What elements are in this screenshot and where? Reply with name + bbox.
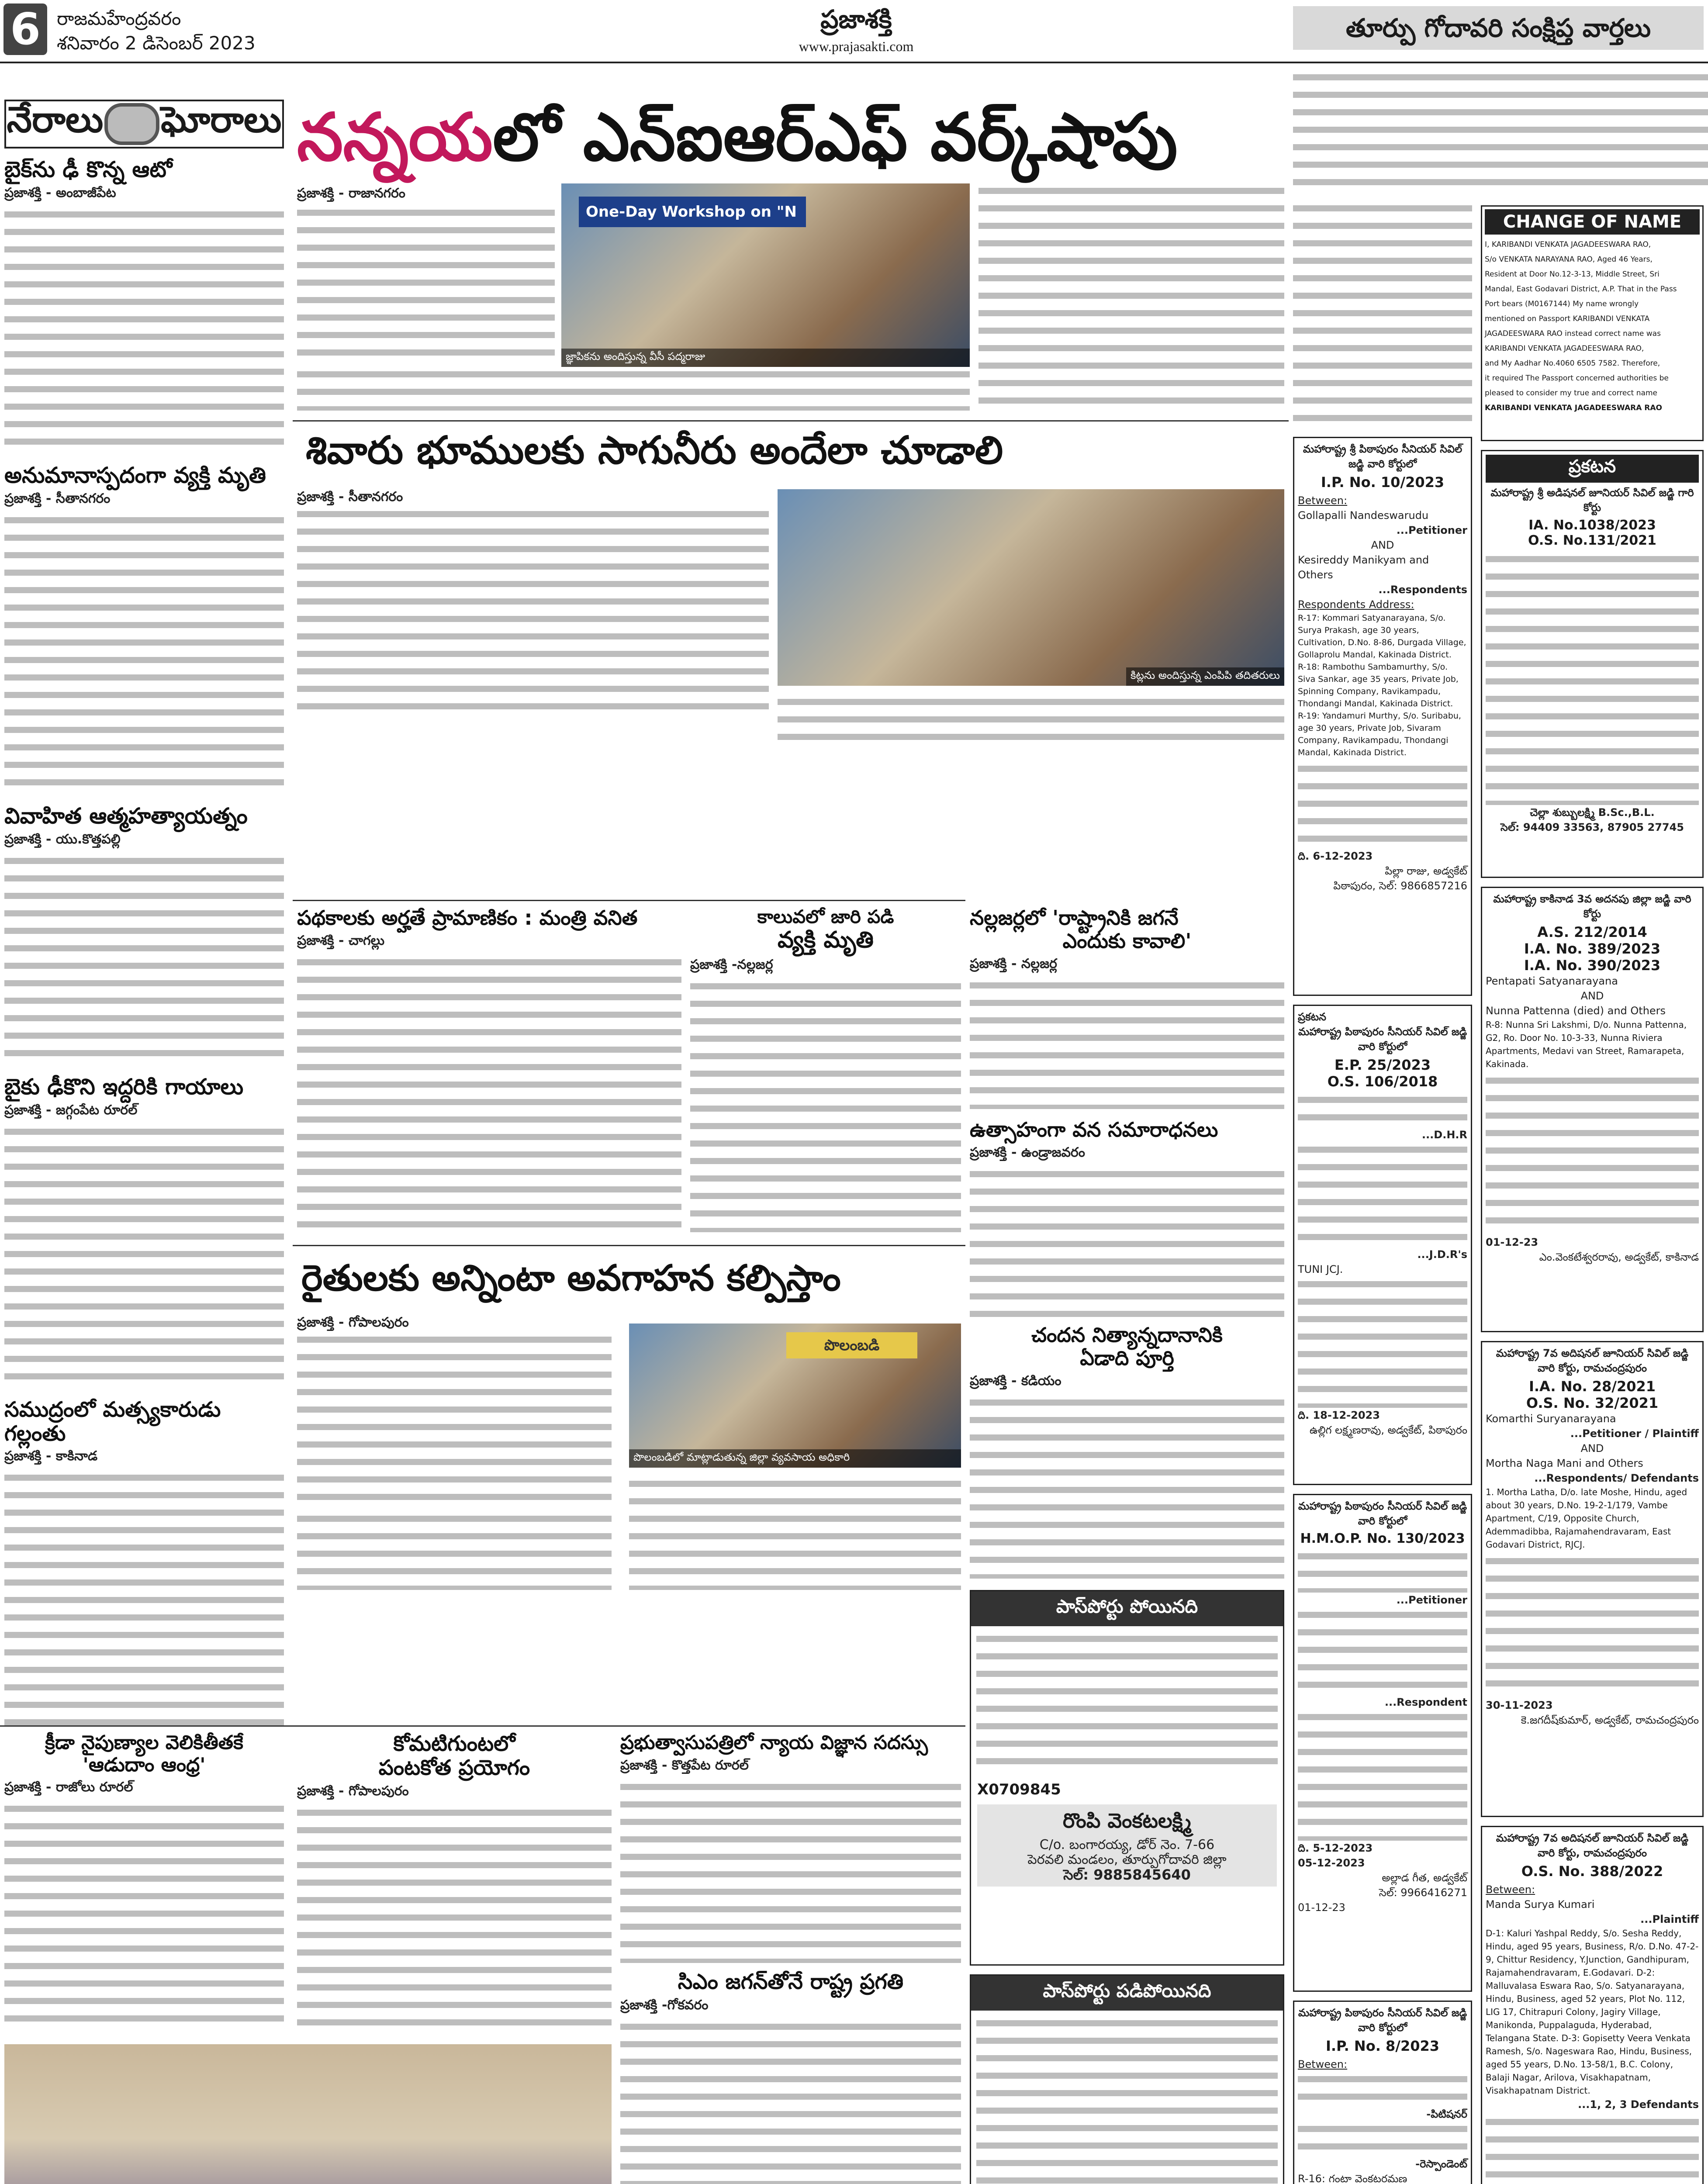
court-6-detail: 1. Mortha Latha, D/o. late Moshe, Hindu, aged about 30 years, D.No. 19-2-1/179, Vambe Apartment, C/19, Opposite Church, Ademmadibba, Rajamahendravaram, East Godavari District, RJCJ. [1486, 1487, 1687, 1550]
change-of-name-line: Port bears (M0167144) My name wrongly [1485, 300, 1639, 308]
passport-ad-1 [970, 1590, 1284, 1966]
passport-ad-2-title: పాస్‌పోర్టు పడిపోయినది [971, 1976, 1283, 2011]
komati-head-1: కోమటిగుంటలో [393, 1731, 515, 1756]
court-2-date: ది. 18-12-2023 [1298, 1409, 1380, 1421]
nallajarla-body [970, 978, 1284, 1109]
court-5-body [1486, 1073, 1699, 1235]
passport-ad-1-addr2: పెరవలి మండలం, తూర్పుగోదావరి జిల్లా [1027, 1852, 1227, 1867]
raithulaku-headline: రైతులకు అన్నింటా అవగాహన కల్పిస్తాం [301, 1258, 841, 1299]
passport-ad-1-title: పాస్‌పోర్టు పోయినది [971, 1591, 1283, 1626]
chandana-dateline: ప్రజాశక్తి - కడియం [970, 1373, 1061, 1389]
court-1-r19: R-19: Yandamuri Murthy, S/o. Suribabu, age 30 years, Private Job, Sivaram Company, Ravikampadu, Thondangi Mandal, Kakinada District. [1298, 711, 1461, 757]
court-5-ia2: I.A. No. 390/2023 [1524, 957, 1661, 974]
court-7-body [1486, 2115, 1699, 2184]
raithulaku-body-1 [297, 1332, 612, 1507]
nallajarla-head-2: ఎందుకు కావాలి' [1062, 929, 1192, 953]
court-6-advocate: కె.జగదీష్‌కుమార్, అడ్వకేట్, రామచంద్రపురం [1521, 1714, 1699, 1726]
court-1-petitioner-role: ...Petitioner [1396, 524, 1467, 536]
raithulaku-caption: పొలంబడిలో మాట్లాడుతున్న జిల్లా వ్యవసాయ అధికారి [629, 1449, 961, 1468]
cm-dateline: ప్రజాశక్తి -గోకవరం [620, 1997, 709, 2013]
court-3-cell: సెల్: 9966416271 [1379, 1887, 1467, 1899]
court-4-r16: R-16: గంటా వెంకటరమణ [1298, 2173, 1407, 2184]
court-3-dated: 01-12-23 [1298, 1901, 1345, 1914]
main-headline [297, 100, 1293, 176]
court-notice-4 [1293, 2001, 1472, 2184]
vana-body [970, 1167, 1284, 1324]
court-3-body-2 [1298, 1607, 1467, 1695]
court-5-r8: R-8: Nunna Sri Lakshmi, D/o. Nunna Pattenna, G2, Ro. Door No. 10-3-33, Nunna Riviera Apartments, Medavi van Street, Ramarapeta, Kakinada. [1486, 1019, 1687, 1069]
shivaru-body-2 [778, 695, 1284, 743]
left-news-3 [4, 804, 284, 1070]
court-1-respondent: Kesireddy Manikyam and Others [1298, 554, 1429, 581]
workshop-banner: One-Day Workshop on "N [579, 197, 806, 227]
nallajarla-story [970, 906, 1284, 1116]
court-4-court: మహారాష్ట్ర పిఠాపురం సీనియర్ సివిల్ జడ్జి వారి కోర్టులో [1298, 2007, 1467, 2034]
kreeda-story [4, 1732, 284, 2038]
raithulaku-body-3 [297, 1511, 612, 1590]
handcuffs-icon [104, 103, 159, 145]
change-of-name-ad [1481, 205, 1704, 441]
change-of-name-line: Resident at Door No.12-3-13, Middle Street, Sri [1485, 270, 1660, 279]
court-1-date: ది. 6-12-2023 [1298, 850, 1373, 862]
raithulaku-body-2 [629, 1476, 961, 1590]
divider [293, 900, 965, 901]
court-2-jdr: ...J.D.R's [1417, 1248, 1467, 1261]
raithulaku-banner: పొలంబడి [786, 1332, 917, 1358]
shivaru-body-1 [297, 507, 769, 721]
komati-head-2: పంటకోత ప్రయోగం [378, 1755, 530, 1780]
left-news-4-dateline: ప్రజాశక్తి - జగ్గంపేట రూరల్ [4, 1102, 138, 1118]
court-7-between: Between: [1486, 1883, 1535, 1896]
masthead-city: రాజమహేంద్రవరం [57, 8, 181, 29]
court-1-r18: R-18: Rambothu Sambamurthy, S/o. Siva Sankar, age 35 years, Private Job, Spinning Company, Ravikampadu, Thondangi Mandal, Kakinada District. [1298, 662, 1459, 708]
court-3-date2: 05-12-2023 [1298, 1857, 1365, 1869]
prakatana-os: O.S. No.131/2021 [1528, 533, 1656, 548]
prakatana-body [1486, 552, 1699, 805]
left-news-5-body [4, 1470, 284, 1737]
court-7-plaintiff-role: ...Plaintiff [1640, 1913, 1699, 1925]
left-news-4 [4, 1075, 284, 1393]
prakatana-court: మహారాష్ట్ర శ్రీ అడిషనల్ జూనియర్ సివిల్ జడ్జి గారి కోర్టు [1490, 487, 1694, 514]
change-of-name-line: KARIBANDI VENKATA JAGADEESWARA RAO [1485, 404, 1662, 412]
court-3-petitioner-role: ...Petitioner [1396, 1594, 1467, 1606]
court-5-and: AND [1580, 990, 1604, 1002]
court-6-os: O.S. No. 32/2021 [1526, 1395, 1659, 1411]
court-5-ia1: I.A. No. 389/2023 [1524, 940, 1661, 957]
change-of-name-line: Mandal, East Godavari District, A.P. That in the Pass [1485, 285, 1677, 294]
cm-story [620, 1970, 961, 2184]
column-logo-left: నేరాలు [7, 99, 104, 141]
divider [293, 1245, 965, 1246]
court-2-ep: E.P. 25/2023 [1334, 1057, 1431, 1073]
court-3-advocate: అల్లాడ గీత, అడ్వకేట్ [1382, 1872, 1467, 1884]
main-photo [561, 183, 970, 367]
court-1-court: మహారాష్ట్ర శ్రీ పిఠాపురం సీనియర్ సివిల్ జడ్జి వారి కోర్టులో [1303, 443, 1463, 470]
chandana-head-1: చందన నిత్యాన్నదానానికి [1031, 1323, 1223, 1347]
court-5-court: మహారాష్ట్ర కాకినాడ 3వ అదనపు జిల్లా జడ్జి వారి కోర్టు [1493, 893, 1691, 920]
kaluva-dateline: ప్రజాశక్తి -నల్లజర్ల [690, 957, 773, 973]
main-dateline: ప్రజాశక్తి - రాజానగరం [297, 186, 406, 201]
prakatana-ia: IA. No.1038/2023 [1528, 518, 1656, 533]
court-1-petitioner: Gollapalli Nandeswarudu [1298, 509, 1429, 522]
left-news-1-dateline: ప్రజాశక్తి - అంబాజీపేట [4, 185, 116, 200]
court-5-appellant: Pentapati Satyanarayana [1486, 975, 1618, 987]
court-notice-6 [1481, 1341, 1704, 1817]
court-2-town: TUNI JCJ. [1298, 1263, 1343, 1275]
left-news-4-body [4, 1124, 284, 1386]
kaluva-head-2: వ్యక్తి మృతి [778, 927, 874, 954]
court-1-and: AND [1371, 539, 1394, 551]
left-news-1-body [4, 207, 284, 452]
passport-ad-1-body [976, 1631, 1278, 1776]
left-news-2 [4, 463, 284, 799]
court-7-plaintiff: Manda Surya Kumari [1486, 1898, 1595, 1911]
court-1-between: Between: [1298, 494, 1348, 507]
masthead [0, 0, 1708, 63]
court-6-date: 30-11-2023 [1486, 1699, 1553, 1711]
court-1-ip: I.P. No. 10/2023 [1321, 474, 1445, 491]
left-news-1 [4, 157, 284, 459]
raithulaku-dateline: ప్రజాశక్తి - గోపాలపురం [297, 1315, 409, 1330]
court-notice-1 [1293, 437, 1472, 996]
kreeda-head-1: క్రీడా నైపుణ్యాల వెలికితీతకే [45, 1731, 243, 1754]
main-body-col2 [297, 367, 970, 411]
website-link[interactable]: www.prajasakti.com [799, 38, 914, 54]
court-5-date: 01-12-23 [1486, 1236, 1539, 1248]
court-4-between: Between: [1298, 2058, 1348, 2070]
divider [293, 420, 1289, 422]
kreeda-dateline: ప్రజాశక్తి - రాజోలు రూరల్ [4, 1780, 133, 1795]
nallajarla-head-1: నల్లజర్లలో 'రాష్ట్రానికి జగనే [970, 906, 1179, 930]
court-6-respondent: Mortha Naga Mani and Others [1486, 1457, 1643, 1469]
court-5-respondent: Nunna Pattenna (died) and Others [1486, 1005, 1666, 1017]
court-4-body-2 [1298, 2122, 1467, 2156]
court-4-petitioner-role: -పిటిషనర్ [1426, 2108, 1467, 2120]
court-2-os: O.S. 106/2018 [1327, 1073, 1438, 1090]
main-headline-accent: నన్నయ [297, 100, 493, 176]
passport-ad-1-namebox [977, 1804, 1277, 1887]
chandana-head-2: ఏడాది పూర్తి [1080, 1346, 1174, 1370]
main-body-col3 [978, 183, 1284, 411]
change-of-name-line: JAGADEESWARA RAO instead correct name was [1485, 329, 1661, 338]
passport-ad-2 [970, 1974, 1284, 2184]
cm-body [620, 2019, 961, 2184]
court-1-respondent-role: ...Respondents [1378, 584, 1467, 596]
shivaru-caption: కిట్లను అందిస్తున్న ఎంపిపి తదితరులు [1126, 667, 1284, 686]
court-2-court: మహారాష్ట్ర పిఠాపురం సీనియర్ సివిల్ జడ్జి వారి కోర్టులో [1298, 1026, 1467, 1053]
change-of-name-line: it required The Passport concerned authorities be [1485, 374, 1669, 383]
prakatana-title: ప్రకటన [1486, 455, 1699, 483]
court-1-place: పిఠాపురం, సెల్: 9866857216 [1333, 880, 1467, 892]
masthead-date: శనివారం 2 డిసెంబర్ 2023 [57, 32, 256, 54]
komati-dateline: ప్రజాశక్తి - గోపాలపురం [297, 1783, 409, 1799]
court-6-ia: I.A. No. 28/2021 [1528, 1378, 1656, 1395]
chandana-body [970, 1395, 1284, 1579]
kaluva-body [690, 979, 961, 1232]
chandana-story [970, 1324, 1284, 1581]
main-photo-caption: జ్ఞాపికను అందిస్తున్న వీసీ పద్మరాజు [561, 349, 970, 367]
court-7-defs: ...1, 2, 3 Defendants [1578, 2098, 1699, 2111]
column-logo [4, 100, 284, 149]
court-1-respondents-address: Respondents Address: [1298, 598, 1414, 611]
prakatana-cell: సెల్: 94409 33563, 87905 27745 [1501, 821, 1684, 833]
court-6-petitioner: Komarthi Suryanarayana [1486, 1413, 1616, 1425]
komati-body [297, 1805, 612, 2032]
page-number-badge: 6 [3, 3, 47, 55]
kreeda-head-2: 'ఆడుదాం ఆంధ్ర' [83, 1753, 206, 1776]
kaluva-head-1: కాలువలో జారి పడి [757, 906, 894, 927]
left-news-4-head: బైకు ఢీకొని ఇద్దరికి గాయాలు [4, 1074, 244, 1099]
court-2-body-3 [1298, 1277, 1467, 1408]
left-news-2-head: అనుమానాస్పదంగా వ్యక్తి మృతి [4, 463, 266, 488]
passport-ad-1-addr: C/o. బంగారయ్య, డోర్ నెం. 7-66 [1039, 1837, 1215, 1852]
main-body-col1 [297, 205, 555, 358]
shivaru-headline: శివారు భూములకు సాగునీరు అందేలా చూడాలి [306, 428, 1003, 473]
court-notice-7 [1481, 1826, 1704, 2184]
vana-story [970, 1118, 1284, 1319]
left-news-1-head: బైక్‌ను ఢీ కొన్న ఆటో [4, 157, 173, 182]
court-7-court: మహారాష్ట్ర 7వ అదిషనల్ జూనియర్ సివిల్ జడ్జి వారి కోర్టు, రామచంద్రపురం [1496, 1832, 1689, 1859]
court-3-body-1 [1298, 1549, 1467, 1593]
right-news-body [1293, 70, 1708, 192]
court-2-advocate: ఉల్లిగ లక్ష్మణరావు, అడ్వకేట్, పిఠాపురం [1309, 1424, 1467, 1436]
court-6-and: AND [1580, 1442, 1604, 1455]
left-news-5-head: సముద్రంలో మత్స్యకారుడు గల్లంతు [4, 1397, 221, 1446]
left-news-2-dateline: ప్రజాశక్తి - సీతానగరం [4, 491, 111, 506]
court-2-title: ప్రకటన [1298, 1011, 1326, 1023]
court-6-respondent-role: ...Respondents/ Defendants [1534, 1472, 1699, 1484]
kaluva-story [690, 906, 961, 1243]
raithulaku-photo [629, 1324, 961, 1468]
change-of-name-line: and My Aadhar No.4060 6505 7582. Therefore, [1485, 359, 1660, 368]
prakatana-ad [1481, 450, 1704, 878]
court-5-advocate: ఎం.వెంకటేశ్వరరావు, అడ్వకేట్, కాకినాడ [1539, 1251, 1699, 1263]
change-of-name-line: KARIBANDI VENKATA JAGADEESWARA RAO, [1485, 344, 1644, 353]
pathakalu-head: పథకాలకు అర్హతే ప్రామాణికం : మంత్రి వనిత [297, 906, 638, 930]
shivaru-dateline: ప్రజాశక్తి - సీతానగరం [297, 489, 403, 505]
passport-ad-2-body [976, 2016, 1278, 2184]
students-photo [4, 2044, 612, 2184]
prabhutva-story [620, 1732, 961, 1963]
court-1-r17: R-17: Kommari Satyanarayana, S/o. Surya Prakash, age 30 years, Cultivation, D.No. 8-86, Durgada Village, Gollaprolu Mandal, Kakinada District. [1298, 613, 1466, 660]
pathakalu-dateline: ప్రజాశక్తి - చాగల్లు [297, 933, 385, 948]
court-notice-3 [1293, 1494, 1472, 1992]
prabhutva-head: ప్రభుత్వాసుపత్రిలో న్యాయ విజ్ఞాన సదస్సు [620, 1731, 928, 1754]
court-3-hmop: H.M.O.P. No. 130/2023 [1300, 1531, 1465, 1546]
court-notice-2 [1293, 1005, 1472, 1485]
main-headline-rest: లో ఎన్ఐఆర్ఎఫ్ వర్క్‌షాపు [493, 100, 1178, 176]
passport-ad-1-name: రొంపి వెంకటలక్ష్మి [1063, 1809, 1191, 1832]
shivaru-photo [778, 489, 1284, 686]
court-4-ip: I.P. No. 8/2023 [1325, 2038, 1439, 2054]
change-of-name-line: pleased to consider my true and correct name [1485, 389, 1657, 397]
left-news-5 [4, 1398, 284, 1721]
court-7-detail: D-1: Kaluri Yashpal Reddy, S/o. Sesha Reddy, Hindu, aged 95 years, Business, R/o. D.No. 47-2-9, Chittur Residency, Y.Junction, Gandhipuram, Rajamahendravaram, E.Godavari. D-2: Malluvalasa Eswara Rao, S/o. Satyanarayana, Hindu, Business, aged 52 years, Plot No. 112, LIG 17, Chitrapuri Colony, Jagiry Village, Manikonda, Puppalaguda, Hyderabad, Telangana State. D-3: Gopisetty Veera Venkata Ramesh, S/o. Nageswara Rao, Hindu, Business, aged 55 years, D.No. 13-58/1, B.C. Colony, Balaji Nagar, Arilova, Visakhapatnam, Visakhapatnam District. [1486, 1928, 1699, 2096]
court-4-respondent-role: -రెస్పాండెంట్ [1415, 2158, 1467, 2170]
change-of-name-title: CHANGE OF NAME [1485, 209, 1700, 235]
kreeda-body [4, 1801, 284, 2033]
vana-dateline: ప్రజాశక్తి - ఉండ్రాజవరం [970, 1144, 1085, 1160]
passport-ad-1-number: X0709845 [977, 1781, 1061, 1798]
court-1-advocate: పిల్లా రాజు, అడ్వకేట్ [1385, 865, 1467, 877]
change-of-name-line: S/o VENKATA NARAYANA RAO, Aged 46 Years, [1485, 255, 1653, 264]
section-title: తూర్పు గోదావరి సంక్షిప్త వార్తలు [1293, 6, 1704, 50]
court-notice-5 [1481, 887, 1704, 1332]
court-3-respondent-role: ...Respondent [1384, 1696, 1467, 1708]
left-news-3-head: వివాహిత ఆత్మహత్యాయత్నం [4, 803, 248, 829]
pathakalu-story [297, 906, 681, 1243]
court-5-as: A.S. 212/2014 [1537, 924, 1647, 940]
court-3-body-3 [1298, 1710, 1467, 1841]
court-6-court: మహారాష్ట్ర 7వ అదిషనల్ జూనియర్ సివిల్ జడ్జి వారి కోర్టు, రామచంద్రపురం [1496, 1347, 1689, 1374]
prakatana-advocate: చెల్లా శుబ్బులక్ష్మి B.Sc.,B.L. [1530, 806, 1655, 819]
court-1-body [1298, 761, 1467, 849]
column-logo-right: ఘోరాలు [161, 99, 282, 141]
change-of-name-line: mentioned on Passport KARIBANDI VENKATA [1485, 314, 1650, 323]
court-2-dhr: ...D.H.R [1421, 1129, 1467, 1141]
prabhutva-body [620, 1780, 961, 1963]
court-2-body-1 [1298, 1092, 1467, 1127]
court-7-os: O.S. No. 388/2022 [1521, 1863, 1663, 1880]
komati-story [297, 1732, 612, 2038]
court-3-date: ది. 5-12-2023 [1298, 1842, 1373, 1854]
left-news-2-body [4, 513, 284, 792]
court-3-court: మహారాష్ట్ర పిఠాపురం సీనియర్ సివిల్ జడ్జి వారి కోర్టులో [1298, 1500, 1467, 1527]
cm-head: సిఎం జగన్‌తోనే రాష్ట్ర ప్రగతి [678, 1970, 904, 1994]
court-4-body-1 [1298, 2072, 1467, 2107]
pathakalu-body [297, 955, 681, 1239]
divider [0, 1725, 965, 1727]
left-news-5-dateline: ప్రజాశక్తి - కాకినాడ [4, 1448, 98, 1464]
change-of-name-line: I, KARIBANDI VENKATA JAGADEESWARA RAO, [1485, 240, 1651, 249]
court-2-body-2 [1298, 1142, 1467, 1247]
vana-head: ఉత్సాహంగా వన సమారాధనలు [970, 1118, 1218, 1141]
prabhutva-dateline: ప్రజాశక్తి - కొత్తపేట రూరల్ [620, 1757, 749, 1773]
nallajarla-dateline: ప్రజాశక్తి - నల్లజర్ల [970, 956, 1057, 971]
passport-ad-1-phone: సెల్: 9885845640 [1063, 1866, 1191, 1883]
paper-name: ప్రజాశక్తి [820, 4, 892, 34]
right-news-body-2 [1293, 201, 1472, 428]
left-news-3-body [4, 854, 284, 1063]
court-6-petitioner-role: ...Petitioner / Plaintiff [1570, 1427, 1699, 1440]
court-6-body [1486, 1554, 1699, 1698]
left-news-3-dateline: ప్రజాశక్తి - యు.కొత్తపల్లి [4, 831, 121, 847]
